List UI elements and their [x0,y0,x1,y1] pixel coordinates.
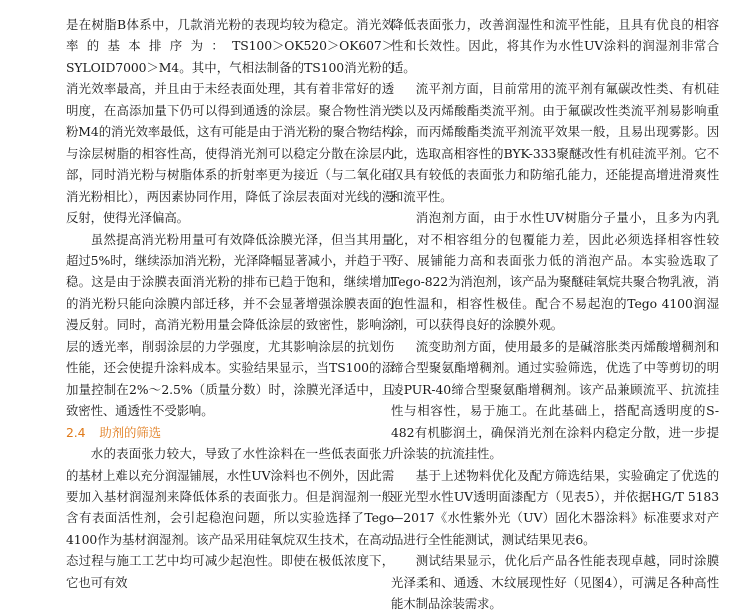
section-title: 助剂的筛选 [99,424,161,440]
section-number: 2.4 [66,424,86,440]
right-paragraph-4: 流变助剂方面，使用最多的是碱溶胀类丙烯酸增稠剂和缔合型聚氨酯增稠剂。通过实验筛选，优选了中等剪切的明凌PUR-40缔合型聚氨酯增稠剂。该产品兼顾流平、抗流挂性与相容性，易于施工。在此基础上，搭配高透明度的S-482有机膨润土，确保消光剂在涂料内稳定分散，进一步提升涂装的抗流挂性。 [391,338,719,462]
left-paragraph-1: 是在树脂B体系中，几款消光粉的表现均较为稳定。消光效率的基本排序为：TS100＞OK520＞OK607＞SYLOID7000＞M4。其中，气相法制备的TS100消光粉的消光效率最高，并且由于未经表面处理，其有着非常好的透明度，在高添加量下仍可以得到通透的涂层。聚合物性消光粉M4的消光效率最低，这有可能是由于消光粉的聚合物结构与涂层树脂的相容性高，使得消光剂可以稳定分散在涂层内部，同时消光粉与树脂体系的折射率更为接近（与二氧化硅消光粉相比），两因素协同作用，降低了涂层表面对光线的漫反射，使得光泽偏高。 [66,17,394,226]
left-paragraph-3: 水的表面张力较大，导致了水性涂料在一些低表面张力的基材上难以充分润湿铺展，水性UV涂料也不例外，因此需要加入基材润湿剂来降低体系的表面张力。但是润湿剂一般含有表面活性剂，会引起稳泡问题，所以实验选择了Tego 4100作为基材润湿剂。该产品采用硅氧烷双生技术，在高动态过程与施工工艺中均可减少起泡性。即使在极低浓度下，它也可有效 [66,446,394,590]
right-paragraph-2: 流平剂方面，目前常用的流平剂有氟碳改性类、有机硅类以及丙烯酸酯类流平剂。由于氟碳改性类流平剂易影响重涂，而丙烯酸酯类流平剂流平效果一般，且易出现雾影。因此，选取高相容性的BYK-333聚醚改性有机硅流平剂。它不仅具有较低的表面张力和防缩孔能力，还能提高增进滑爽性和流平性。 [391,81,719,204]
left-paragraph-2: 虽然提高消光粉用量可有效降低涂膜光泽，但当其用量超过5%时，继续添加消光粉，光泽降幅显著减小，并趋于平稳。这是由于涂膜表面消光粉的排布已趋于饱和，继续增加的消光粉只能向涂膜内部迁移，并不会显著增强涂膜表面的漫反射。同时，高消光粉用量会降低涂层的致密性，影响涂层的透光率，削弱涂层的力学强度，尤其影响涂层的抗划伤性能，还会使提升涂料成本。实验结果显示，当TS100的添加量控制在2%～2.5%（质量分数）时，涂膜光泽适中，且致密性、通透性不受影响。 [66,231,394,419]
right-column [391,14,719,615]
right-paragraph-1: 降低表面张力，改善润湿性和流平性能，且具有优良的相容性和长效性。因此，将其作为水性UV涂料的润湿剂非常合适。 [391,17,719,75]
right-paragraph-5: 基于上述物料优化及配方筛选结果，实验确定了优选的亚光型水性UV透明面漆配方（见表5），并依据HG/T 5183—2017《水性紫外光（UV）固化木器涂料》标准要求对产品进行全性能测试，测试结果见表6。 [391,467,719,547]
left-column [66,14,394,593]
section-heading [66,422,394,443]
right-paragraph-6: 测试结果显示，优化后产品各性能表现卓越，同时涂膜光泽柔和、通透、木纹展现性好（见图4），可满足各种高性能木制品涂装需求。 [391,553,719,612]
right-paragraph-3: 消泡剂方面，由于水性UV树脂分子量小，且多为内乳化，对不相容组分的包覆能力差，因此必须选择相容性较好、展铺能力高和表面张力低的消泡产品。本实验选取了Tego-822为消泡剂，该产品为聚醚硅氧烷共聚合物乳液，消泡性温和，相容性极佳。配合不易起泡的Tego 4100润湿剂，可以获得良好的涂膜外观。 [391,210,719,333]
